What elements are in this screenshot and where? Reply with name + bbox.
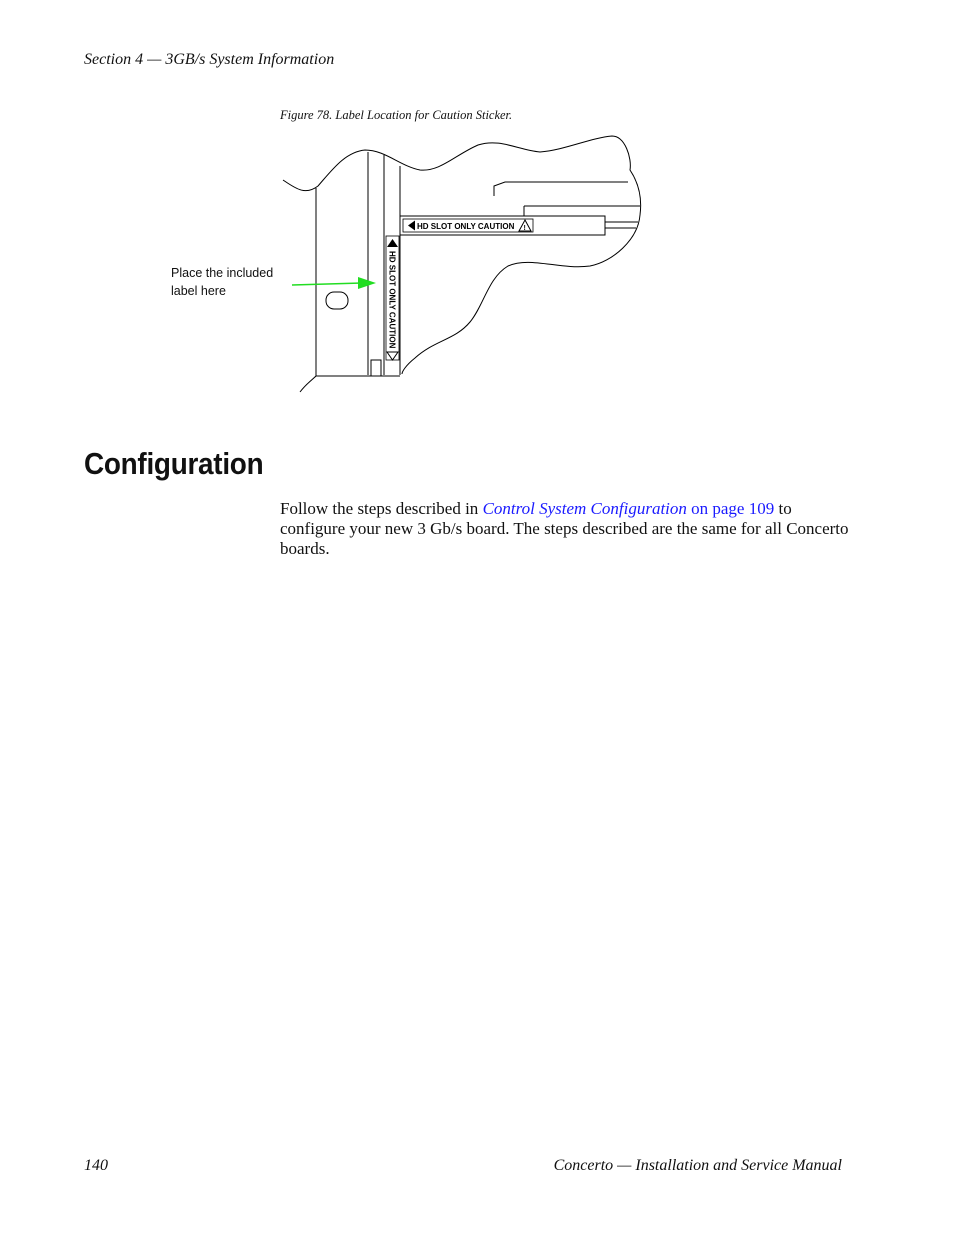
figure-caption: Figure 78. Label Location for Caution Sticker.: [280, 108, 513, 122]
sticker-arrow-icon: [408, 221, 415, 231]
break-line-right: [402, 215, 640, 374]
break-line-top: [283, 136, 641, 215]
callout-line-2: label here: [171, 284, 226, 298]
running-header: Section 4 — 3GB/s System Information: [84, 51, 335, 68]
para-text-before: Follow the steps described in: [280, 499, 483, 518]
page-reference-link[interactable]: on page 109: [686, 499, 775, 518]
warning-icon-vertical: [387, 352, 398, 360]
sticker-vertical-text: HD SLOT ONLY CAUTION: [387, 251, 397, 349]
footer-manual-title: Concerto — Installation and Service Manual: [553, 1157, 842, 1174]
sticker-horizontal-text: HD SLOT ONLY CAUTION: [417, 222, 515, 231]
page-number: 140: [84, 1157, 108, 1174]
svg-text:!: !: [523, 225, 526, 232]
mounting-slot: [326, 292, 348, 309]
callout-arrowhead-icon: [358, 277, 376, 289]
cross-reference-link[interactable]: Control System Configuration: [482, 499, 687, 518]
section-title: Configuration: [84, 446, 264, 481]
body-paragraph: [280, 499, 850, 559]
callout-arrow: [292, 283, 362, 285]
callout-line-1: Place the included: [171, 266, 274, 280]
para-text-after: to configure your new 3 Gb/s board. The steps described are the same for all Concerto boards.: [280, 499, 849, 558]
sticker-arrow-up-icon: [387, 239, 398, 247]
caution-label-figure: [150, 128, 670, 398]
break-line-left: [300, 376, 316, 392]
figure-callout: [171, 264, 291, 300]
